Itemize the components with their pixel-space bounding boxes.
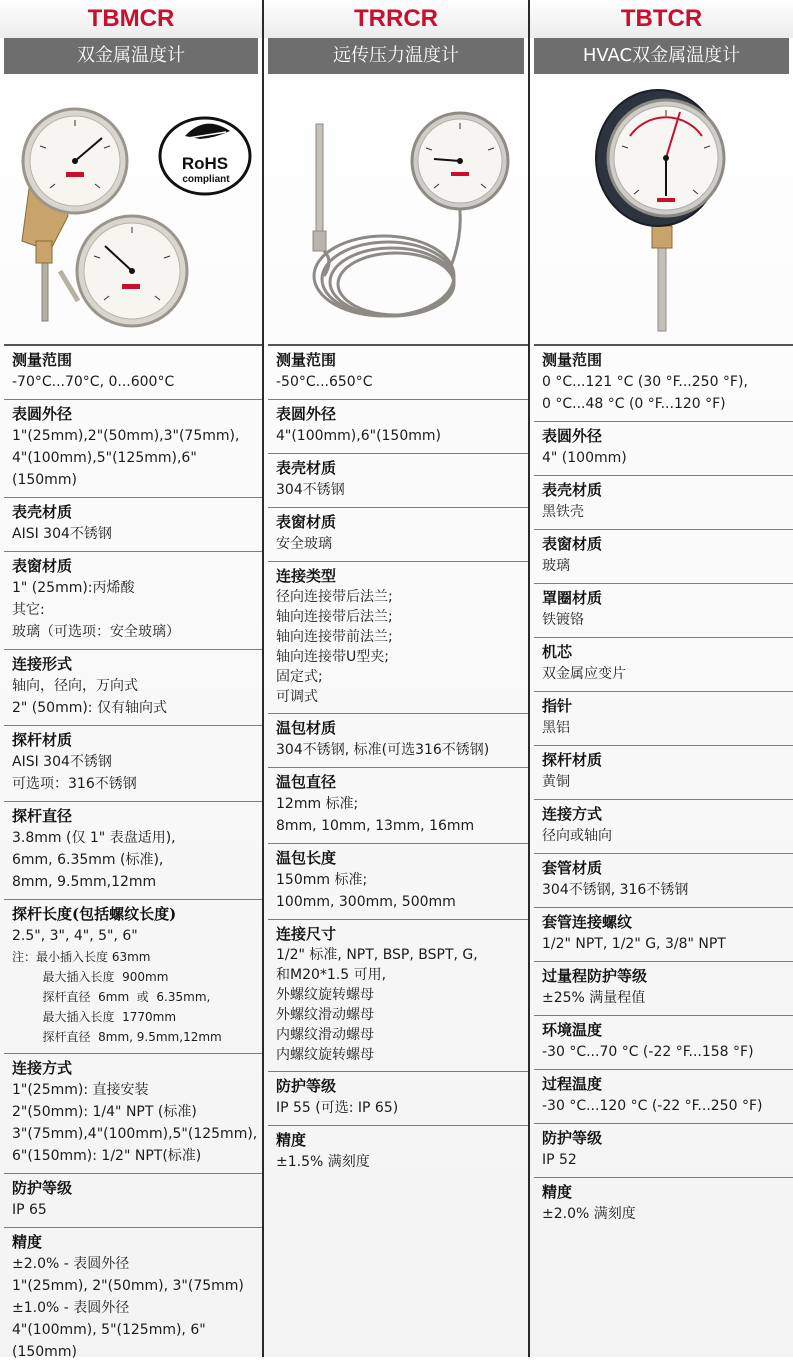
spec-list	[534, 344, 793, 1231]
spec-value: IP 52	[542, 1152, 577, 1168]
spec-label: 连接类型	[276, 567, 337, 585]
spec-row	[534, 421, 793, 475]
spec-value: 双金属应变片	[542, 666, 626, 682]
spec-row	[534, 344, 793, 421]
spec-value: -70°C...70°C, 0...600°C	[12, 374, 175, 390]
spec-row	[4, 497, 262, 551]
spec-label: 防护等级	[542, 1129, 603, 1147]
spec-row	[4, 344, 262, 399]
spec-value: 304不锈钢	[276, 482, 345, 498]
spec-label: 表圆外径	[542, 427, 603, 445]
spec-value: 4" (100mm)	[542, 450, 627, 466]
spec-label: 探杆材质	[542, 751, 603, 769]
spec-value: 径向连接带后法兰; 轴向连接带后法兰; 轴向连接带前法兰; 轴向连接带U型夹; 固定式; 可调式	[276, 589, 393, 705]
spec-value: 径向或轴向	[542, 828, 612, 844]
spec-row	[4, 399, 262, 497]
spec-row	[268, 843, 528, 919]
spec-value: 黄铜	[542, 774, 570, 790]
product-column-tbtcr	[530, 0, 793, 1357]
spec-label: 测量范围	[12, 351, 73, 369]
spec-row	[268, 919, 528, 1071]
spec-row	[534, 745, 793, 799]
spec-value: 150mm 标准; 100mm, 300mm, 500mm	[276, 872, 456, 910]
spec-row	[268, 507, 528, 561]
spec-row	[268, 344, 528, 399]
spec-label: 机芯	[542, 643, 573, 661]
rohs-label: RoHS	[181, 154, 229, 173]
product-subtitle: 远传压力温度计	[268, 38, 524, 74]
spec-label: 探杆直径	[12, 807, 73, 825]
spec-value: 1" (25mm):丙烯酸 其它: 玻璃（可选项：安全玻璃）	[12, 580, 180, 640]
spec-row	[534, 583, 793, 637]
spec-value: 304不锈钢, 316不锈钢	[542, 882, 689, 898]
spec-label: 连接方式	[542, 805, 603, 823]
product-subtitle: HVAC双金属温度计	[534, 38, 789, 74]
spec-value: 铁镀铬	[542, 612, 584, 628]
spec-label: 测量范围	[276, 351, 337, 369]
spec-row	[534, 529, 793, 583]
spec-label: 环境温度	[542, 1021, 603, 1039]
spec-row	[534, 853, 793, 907]
spec-row	[534, 961, 793, 1015]
product-photo-hvac-thermometer	[530, 76, 793, 342]
spec-note: 注：最小插入长度 63mm 最大插入长度 900mm 探杆直径 6mm 或 6.35mm, 最大插入长度 1770mm 探杆直径 8mm, 9.5mm,12mm	[12, 950, 222, 1044]
product-column-trrcr	[264, 0, 528, 1357]
spec-label: 温包直径	[276, 773, 337, 791]
spec-label: 过程温度	[542, 1075, 603, 1093]
spec-value: 304不锈钢, 标准(可选316不锈钢)	[276, 742, 490, 758]
spec-row	[268, 1125, 528, 1179]
spec-row	[534, 1177, 793, 1231]
spec-row	[4, 1227, 262, 1369]
spec-row	[534, 799, 793, 853]
spec-row	[4, 1053, 262, 1173]
spec-value: 12mm 标准; 8mm, 10mm, 13mm, 16mm	[276, 796, 475, 834]
spec-row	[4, 899, 262, 1053]
spec-label: 测量范围	[542, 351, 603, 369]
spec-label: 套管材质	[542, 859, 603, 877]
spec-list	[268, 344, 528, 1179]
spec-value: 1/2" 标准, NPT, BSP, BSPT, G, 和M20*1.5 可用, 外螺纹旋转螺母 外螺纹滑动螺母 内螺纹滑动螺母 内螺纹旋转螺母	[276, 947, 478, 1063]
spec-value: 3.8mm (仅 1" 表盘适用), 6mm, 6.35mm (标准), 8mm, 9.5mm,12mm	[12, 830, 176, 890]
spec-label: 表圆外径	[12, 405, 73, 423]
spec-label: 表壳材质	[276, 459, 337, 477]
spec-label: 表窗材质	[276, 513, 337, 531]
spec-value: 1"(25mm),2"(50mm),3"(75mm), 4"(100mm),5"(125mm),6"(150mm)	[12, 428, 240, 488]
spec-row	[268, 767, 528, 843]
spec-row	[534, 475, 793, 529]
spec-label: 防护等级	[276, 1077, 337, 1095]
spec-value: ±2.0% - 表圆外径 1"(25mm), 2"(50mm), 3"(75mm) ±1.0% - 表圆外径 4"(100mm), 5"(125mm), 6"(150mm)	[12, 1256, 244, 1360]
spec-label: 表圆外径	[276, 405, 337, 423]
spec-value: -50°C...650°C	[276, 374, 373, 390]
spec-row	[268, 399, 528, 453]
spec-row	[4, 801, 262, 899]
spec-label: 温包材质	[276, 719, 337, 737]
spec-value: 0 °C...121 °C (30 °F...250 °F), 0 °C...48 °C (0 °F...120 °F)	[542, 374, 748, 412]
spec-row	[534, 1069, 793, 1123]
spec-label: 表壳材质	[12, 503, 73, 521]
spec-row	[4, 551, 262, 649]
spec-row	[4, 1173, 262, 1227]
spec-value: -30 °C...70 °C (-22 °F...158 °F)	[542, 1044, 754, 1060]
spec-value: AISI 304不锈钢 可选项：316不锈钢	[12, 754, 137, 792]
spec-value: 玻璃	[542, 558, 570, 574]
spec-label: 探杆材质	[12, 731, 73, 749]
rohs-compliant-label: compliant	[182, 174, 230, 185]
spec-list	[4, 344, 262, 1369]
spec-label: 罩圈材质	[542, 589, 603, 607]
spec-row	[4, 649, 262, 725]
product-code: TBMCR	[0, 0, 262, 38]
product-photo-remote-thermometer	[264, 76, 528, 342]
spec-label: 温包长度	[276, 849, 337, 867]
product-code: TBTCR	[530, 0, 793, 38]
spec-row	[534, 691, 793, 745]
spec-label: 连接形式	[12, 655, 73, 673]
rohs-compliant-badge	[160, 118, 250, 194]
spec-value: AISI 304不锈钢	[12, 526, 112, 542]
spec-value: 黑铝	[542, 720, 570, 736]
spec-label: 连接方式	[12, 1059, 73, 1077]
spec-row	[534, 907, 793, 961]
spec-value: 2.5", 3", 4", 5", 6"	[12, 928, 138, 944]
spec-label: 精度	[276, 1131, 307, 1149]
spec-label: 探杆长度(包括螺纹长度)	[12, 905, 177, 923]
spec-value: ±25% 满量程值	[542, 990, 646, 1006]
spec-label: 表壳材质	[542, 481, 603, 499]
spec-row	[4, 725, 262, 801]
spec-row	[534, 1015, 793, 1069]
spec-value: IP 65	[12, 1202, 47, 1218]
spec-value: 轴向，径向，万向式 2" (50mm): 仅有轴向式	[12, 678, 167, 716]
spec-value: 安全玻璃	[276, 536, 332, 552]
product-subtitle: 双金属温度计	[4, 38, 258, 74]
spec-value: -30 °C...120 °C (-22 °F...250 °F)	[542, 1098, 763, 1114]
spec-value: 1/2" NPT, 1/2" G, 3/8" NPT	[542, 936, 726, 952]
spec-row	[534, 1123, 793, 1177]
spec-row	[268, 561, 528, 713]
spec-label: 连接尺寸	[276, 925, 337, 943]
spec-row	[534, 637, 793, 691]
spec-row	[268, 453, 528, 507]
spec-value: 黑铁壳	[542, 504, 584, 520]
spec-label: 表窗材质	[542, 535, 603, 553]
spec-label: 过量程防护等级	[542, 967, 648, 985]
spec-row	[268, 1071, 528, 1125]
spec-value: 1"(25mm): 直接安装 2"(50mm): 1/4" NPT (标准) 3"(75mm),4"(100mm),5"(125mm), 6"(150mm): 1/2" NPT(标准)	[12, 1082, 258, 1164]
spec-label: 指针	[542, 697, 573, 715]
spec-label: 精度	[12, 1233, 43, 1251]
spec-value: 4"(100mm),6"(150mm)	[276, 428, 441, 444]
spec-label: 精度	[542, 1183, 573, 1201]
product-code: TRRCR	[264, 0, 528, 38]
spec-label: 防护等级	[12, 1179, 73, 1197]
spec-value: ±2.0% 满刻度	[542, 1206, 636, 1222]
spec-value: IP 55 (可选: IP 65)	[276, 1100, 399, 1116]
spec-label: 表窗材质	[12, 557, 73, 575]
spec-label: 套管连接螺纹	[542, 913, 633, 931]
product-column-tbmcr	[0, 0, 262, 1360]
spec-row	[268, 713, 528, 767]
spec-value: ±1.5% 满刻度	[276, 1154, 370, 1170]
product-photo-bimetal-thermometers	[0, 76, 262, 342]
